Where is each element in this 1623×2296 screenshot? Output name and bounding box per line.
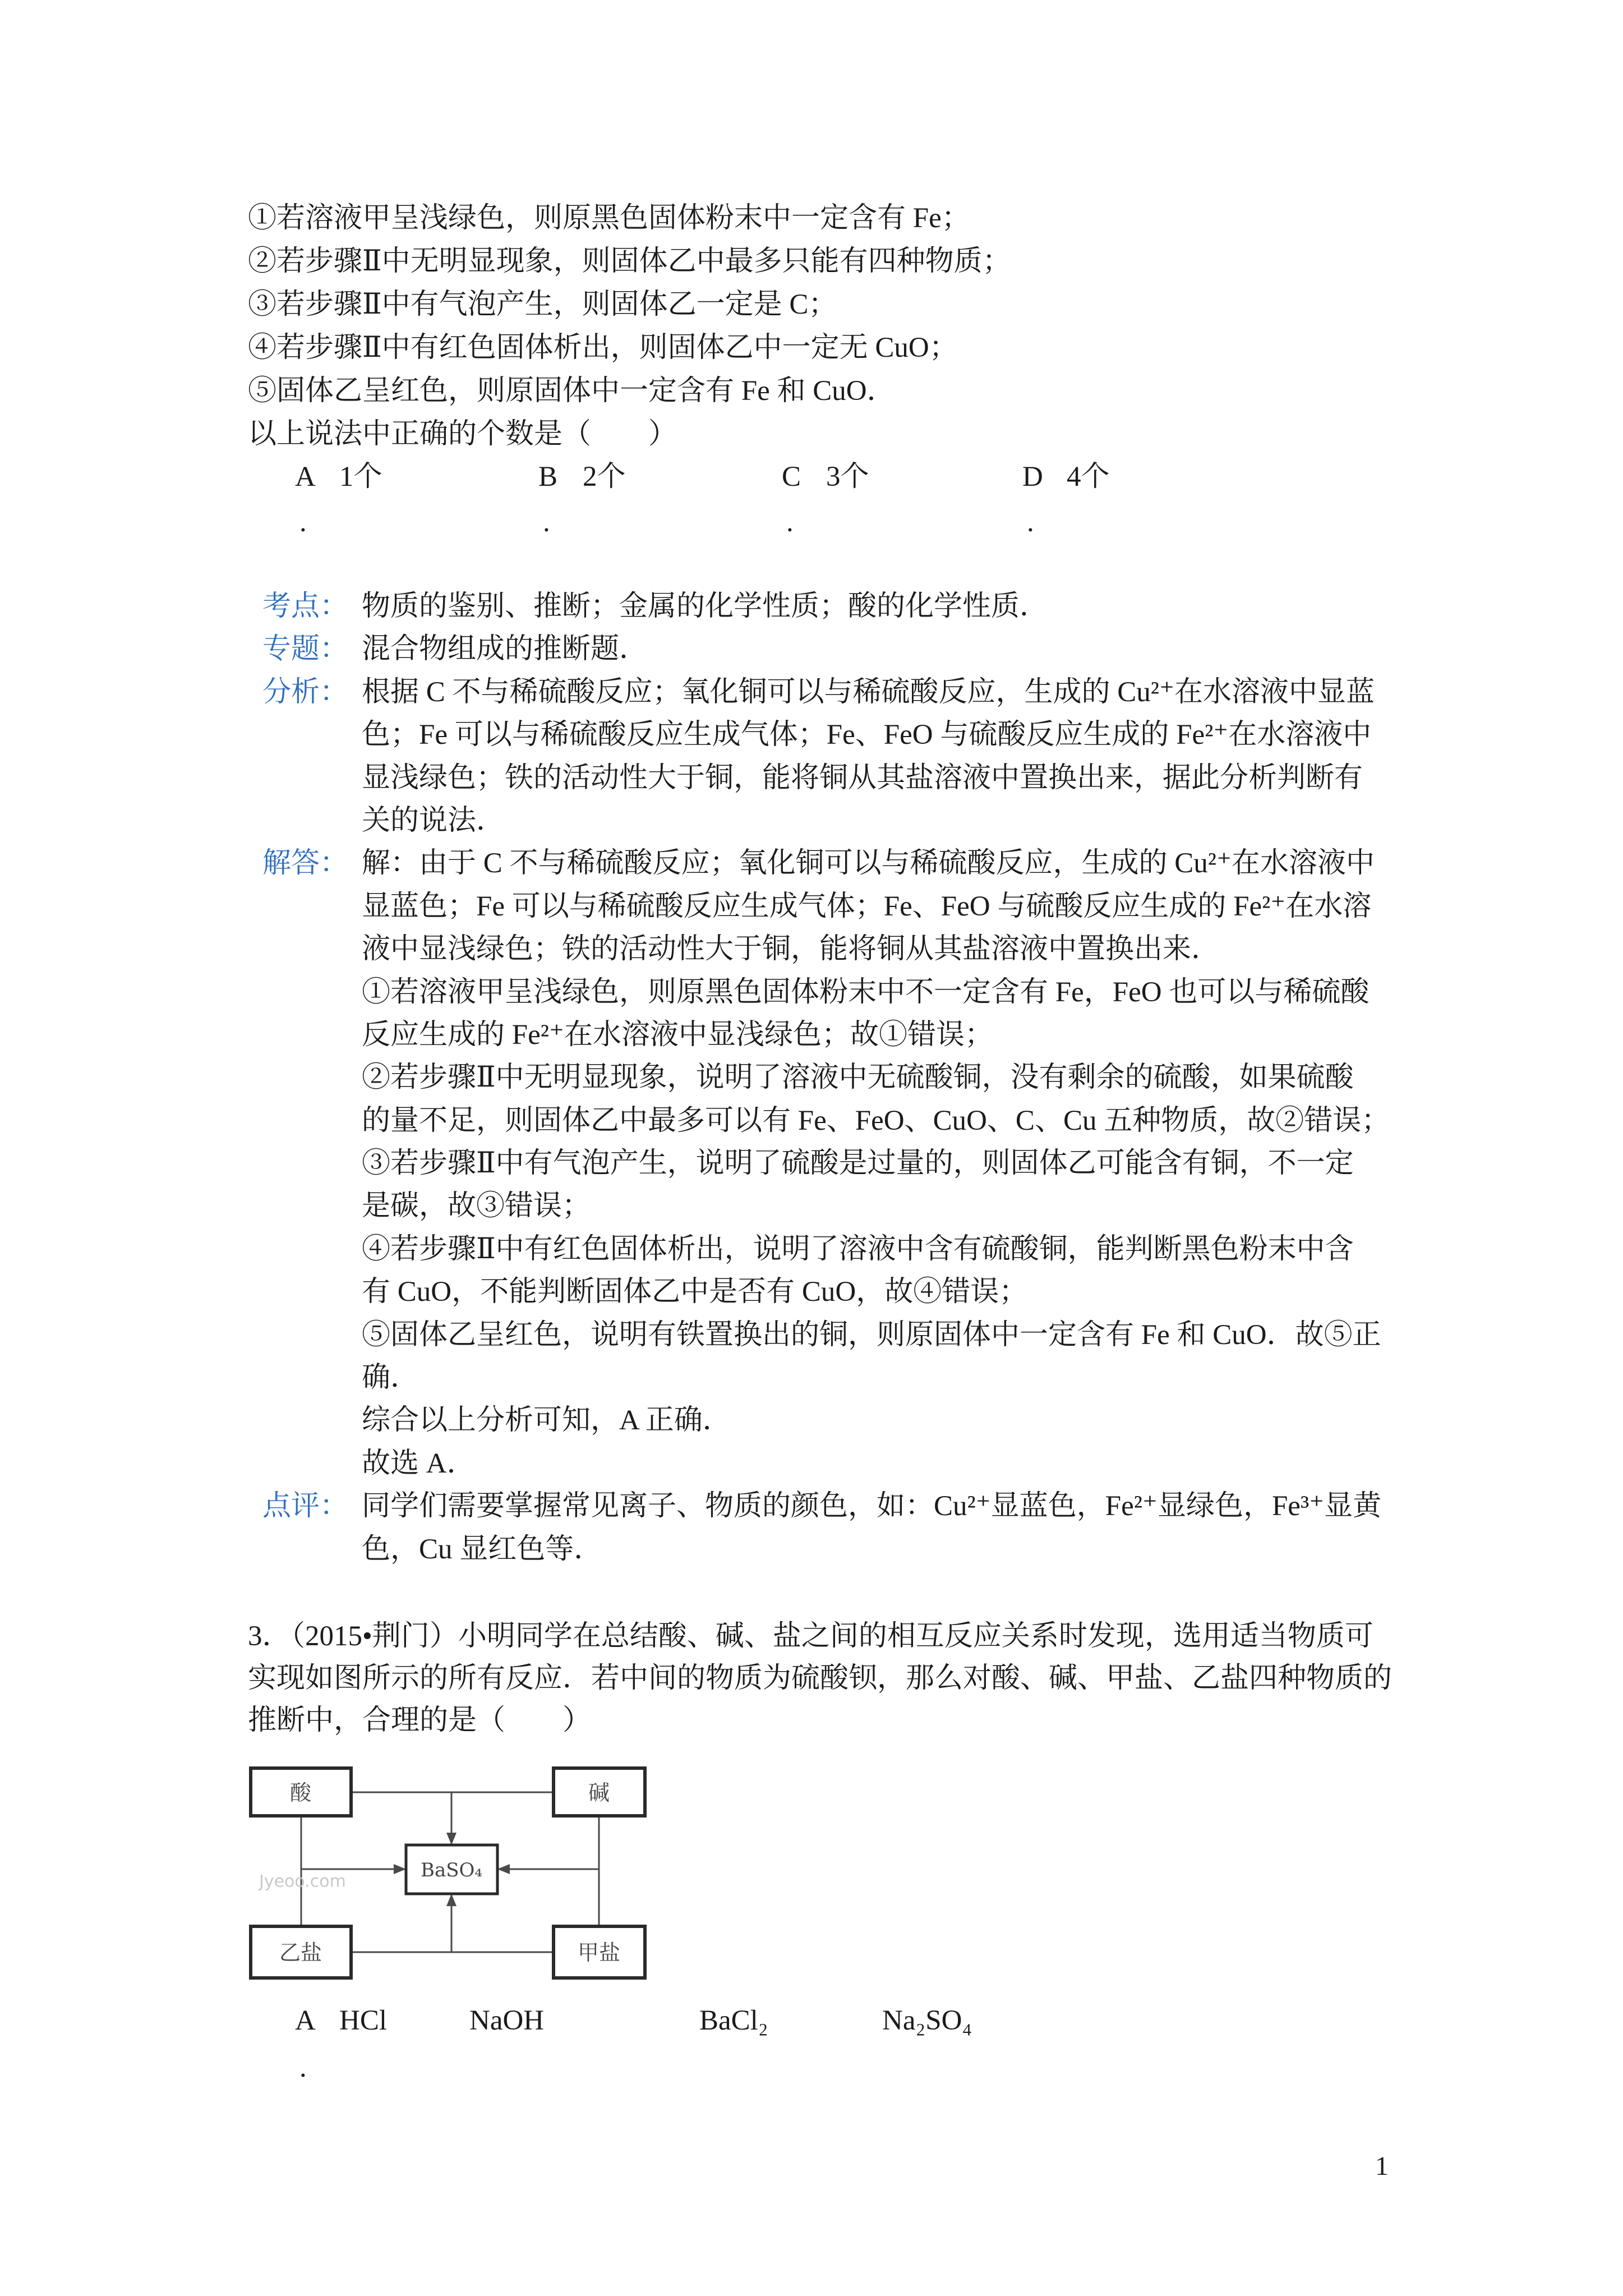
fenxi-body: [362, 671, 1375, 843]
question-3-stem: [248, 1616, 1392, 1742]
jieda-line: 有 CuO，不能判断固体乙中是否有 CuO，故④错误；: [362, 1276, 1028, 1308]
jieda-line: 故选 A．: [362, 1447, 476, 1479]
statement-5: ⑤固体乙呈红色，则原固体中一定含有 Fe 和 CuO．: [248, 375, 896, 407]
statement-2: ②若步骤Ⅱ中无明显现象，则固体乙中最多只能有四种物质；: [248, 246, 1011, 277]
kaodian-label: 考点：: [262, 591, 349, 622]
statement-3: ③若步骤Ⅱ中有气泡产生，则固体乙一定是 C；: [248, 289, 837, 320]
zhuanti-body: [362, 628, 648, 670]
watermark: Jyeoo.com: [259, 1871, 346, 1892]
statements: [248, 197, 1011, 456]
q3-option-a-letter: A: [295, 2005, 316, 2036]
jieda-line: ⑤固体乙呈红色，说明有铁置换出的铜，则原固体中一定含有 Fe 和 CuO．故⑤正: [362, 1319, 1381, 1351]
jieda-line: ③若步骤Ⅱ中有气泡产生，说明了硫酸是过量的，则固体乙可能含有铜，不一定: [362, 1148, 1354, 1180]
option-a-dot: .: [299, 507, 307, 538]
question-3-line: 3．（2015•荆门）小明同学在总结酸、碱、盐之间的相互反应关系时发现，选用适当物质可: [248, 1621, 1373, 1652]
option-d-text: 4个: [1067, 461, 1110, 493]
jieda-section: [262, 842, 1390, 1485]
jieda-line: ①若溶液甲呈浅绿色，则原黑色固体粉末中不一定含有 Fe，FeO 也可以与稀硫酸: [362, 976, 1370, 1008]
jieda-line: 的量不足，则固体乙中最多可以有 Fe、FeO、CuO、C、Cu 五种物质，故②错误；: [362, 1105, 1390, 1137]
statement-1: ①若溶液甲呈浅绿色，则原黑色固体粉末中一定含有 Fe；: [248, 203, 970, 234]
question-stem: 以上说法中正确的个数是（ ）: [248, 418, 677, 450]
dianping-body: [362, 1485, 1381, 1571]
kaodian-line: 物质的鉴别、推断；金属的化学性质；酸的化学性质．: [362, 591, 1049, 622]
question-3-line: 实现如图所示的所有反应．若中间的物质为硫酸钡，那么对酸、碱、甲盐、乙盐四种物质的: [248, 1663, 1393, 1694]
kaodian-body: [362, 585, 1048, 628]
jieda-body: [362, 842, 1390, 1485]
jieda-line: 显蓝色；Fe 可以与稀硫酸反应生成气体；Fe、FeO 与硫酸反应生成的 Fe²⁺在水溶: [362, 890, 1372, 922]
option-b-dot: .: [543, 507, 550, 538]
box-salt-jia-label: 甲盐: [577, 1940, 621, 1965]
option-c-text: 3个: [826, 461, 869, 493]
answer-analysis: [262, 585, 1390, 1571]
option-c-letter: C: [782, 461, 801, 493]
q3-option-a-cell: BaCl₂: [699, 2005, 768, 2036]
jieda-line: 解：由于 C 不与稀硫酸反应；氧化铜可以与稀硫酸反应，生成的 Cu²⁺在水溶液中: [362, 848, 1375, 880]
fenxi-line: 根据 C 不与稀硫酸反应；氧化铜可以与稀硫酸反应，生成的 Cu²⁺在水溶液中显蓝: [362, 676, 1375, 708]
jieda-line: ④若步骤Ⅱ中有红色固体析出，说明了溶液中含有硫酸铜，能判断黑色粉末中含: [362, 1233, 1354, 1265]
q3-option-a-cell: NaOH: [469, 2005, 545, 2036]
kaodian-section: [262, 585, 1390, 628]
option-a-text: 1个: [339, 461, 382, 493]
option-d-letter: D: [1022, 461, 1043, 493]
jieda-line: 是碳，故③错误；: [362, 1190, 591, 1222]
box-base-label: 碱: [588, 1780, 610, 1805]
statement-4: ④若步骤Ⅱ中有红色固体析出，则固体乙中一定无 CuO；: [248, 332, 958, 364]
jieda-line: 反应生成的 Fe²⁺在水溶液中显浅绿色；故①错误；: [362, 1019, 993, 1051]
option-b-text: 2个: [583, 461, 626, 493]
box-acid-label: 酸: [289, 1780, 312, 1805]
dianping-section: [262, 1485, 1390, 1571]
option-a-letter: A: [295, 461, 316, 493]
jieda-line: ②若步骤Ⅱ中无明显现象，说明了溶液中无硫酸铜，没有剩余的硫酸，如果硫酸: [362, 1062, 1354, 1094]
jieda-label: 解答：: [262, 848, 349, 880]
jieda-line: 液中显浅绿色；铁的活动性大于铜，能将铜从其盐溶液中置换出来．: [362, 933, 1220, 965]
page-number: 1: [1375, 2151, 1389, 2181]
option-b-letter: B: [538, 461, 558, 493]
question-3-line: 推断中，合理的是（ ）: [248, 1705, 592, 1736]
zhuanti-line: 混合物组成的推断题．: [362, 633, 648, 665]
fenxi-line: 色；Fe 可以与稀硫酸反应生成气体；Fe、FeO 与硫酸反应生成的 Fe²⁺在水溶液中: [362, 719, 1372, 751]
box-salt-yi-label: 乙盐: [279, 1940, 322, 1965]
q3-option-a-cell: HCl: [339, 2005, 388, 2036]
box-center-label: BaSO₄: [420, 1859, 483, 1881]
jieda-line: 综合以上分析可知，A 正确．: [362, 1405, 731, 1437]
zhuanti-label: 专题：: [262, 633, 349, 665]
zhuanti-section: [262, 628, 1390, 670]
dianping-line: 色，Cu 显红色等．: [362, 1533, 603, 1565]
dianping-line: 同学们需要掌握常见离子、物质的颜色，如：Cu²⁺显蓝色，Fe²⁺显绿色，Fe³⁺显黄: [362, 1490, 1382, 1522]
dianping-label: 点评：: [262, 1490, 349, 1522]
option-d-dot: .: [1027, 507, 1034, 538]
reaction-diagram: [247, 1761, 651, 1986]
option-c-dot: .: [786, 507, 794, 538]
q3-option-a-dot: .: [299, 2052, 307, 2083]
jieda-line: 确．: [362, 1362, 419, 1394]
fenxi-line: 显浅绿色；铁的活动性大于铜，能将铜从其盐溶液中置换出来，据此分析判断有: [362, 762, 1363, 794]
fenxi-label: 分析：: [262, 676, 349, 708]
q3-option-a-cell: Na₂SO₄: [882, 2005, 972, 2036]
fenxi-line: 关的说法．: [362, 804, 505, 836]
fenxi-section: [262, 671, 1390, 843]
